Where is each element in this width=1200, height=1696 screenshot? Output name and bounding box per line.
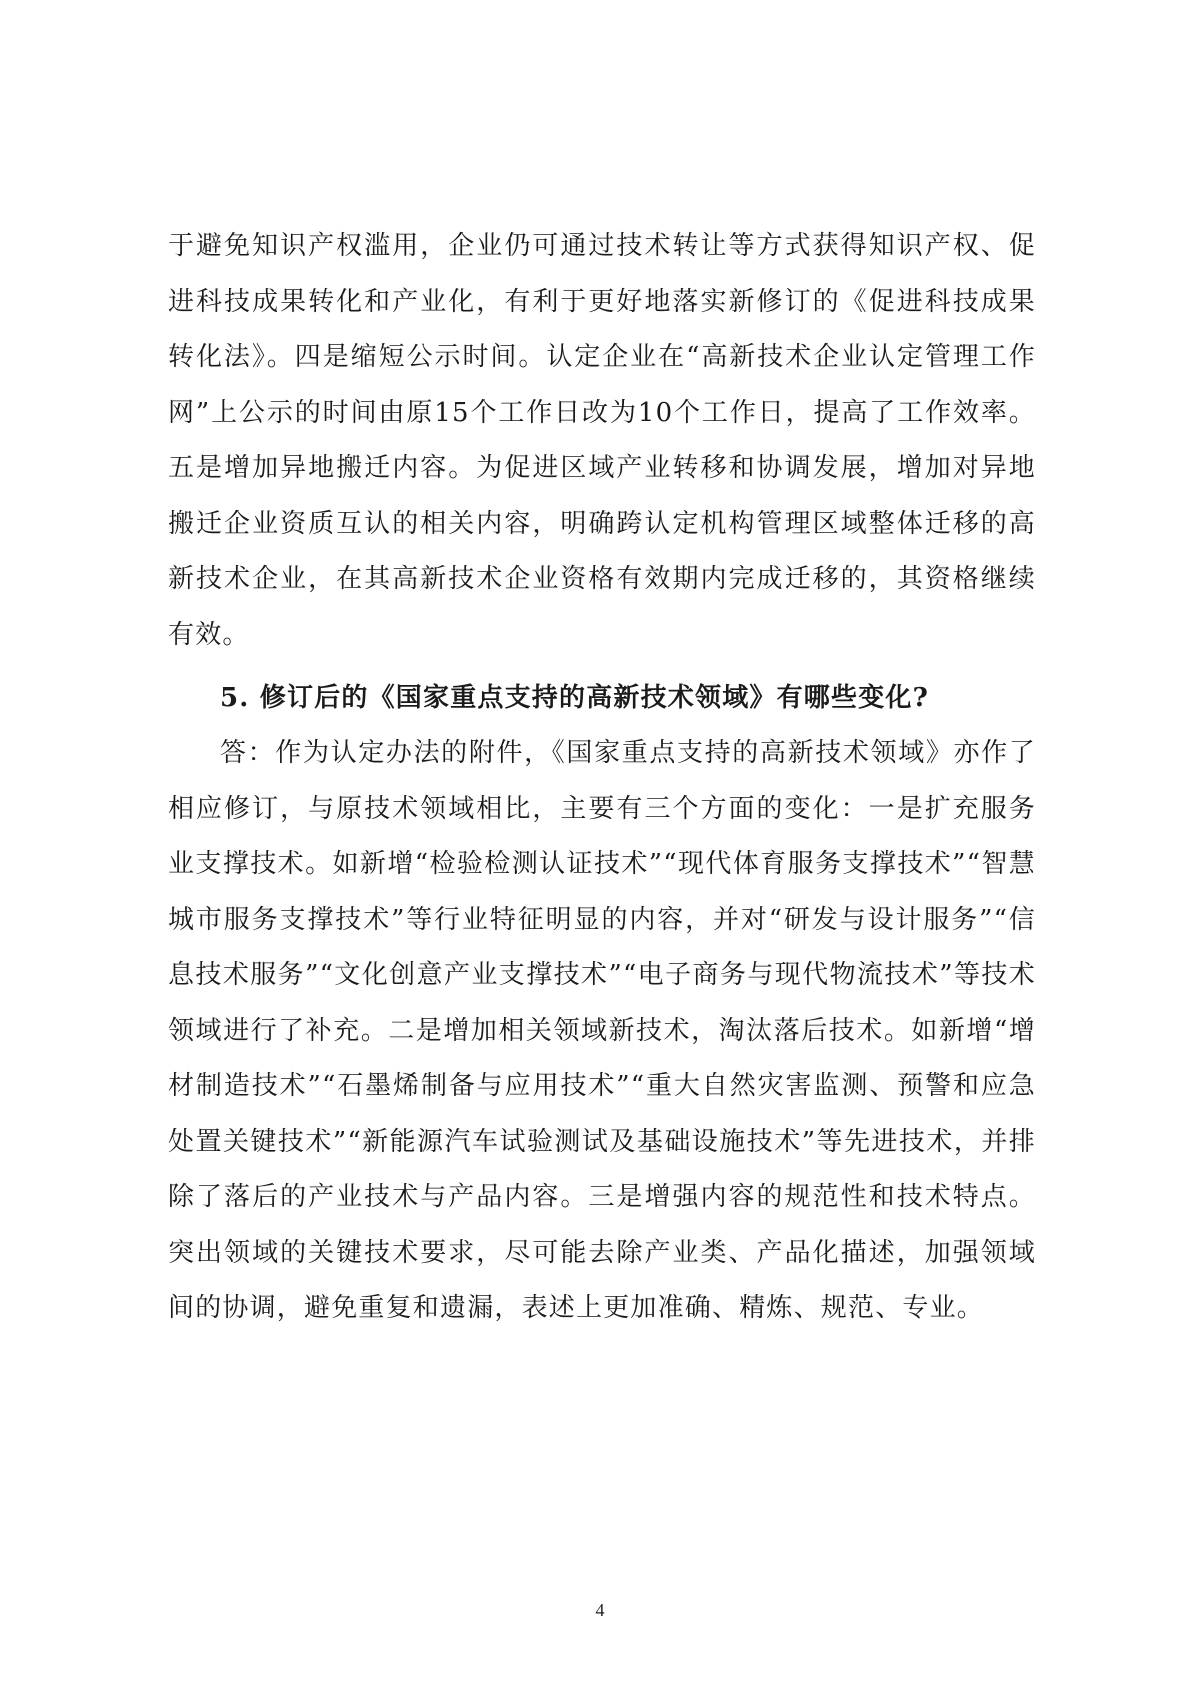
question-heading: 5. 修订后的《国家重点支持的高新技术领域》有哪些变化? bbox=[220, 683, 930, 713]
page-number: 4 bbox=[595, 1600, 605, 1620]
answer-paragraph: 答：作为认定办法的附件，《国家重点支持的高新技术领域》亦作了相应修订，与原技术领域相比，主要有三个方面的变化：一是扩充服务业支撑技术。如新增“检验检测认证技术”“现代体育服务支撑技术”“智慧城市服务支撑技术”等行业特征明显的内容，并对“研发与设计服务”“信息技术服务”“文化创意产业支撑技术”“电子商务与现代物流技术”等技术领域进行了补充。二是增加相关领域新技术，淘汰落后技术。如新增“增材制造技术”“石墨烯制备与应用技术”“重大自然灾害监测、预警和应急处置关键技术”“新能源汽车试验测试及基础设施技术”等先进技术，并排除了落后的产业技术与产品内容。三是增强内容的规范性和技术特点。突出领域的关键技术要求，尽可能去除产业类、产品化描述，加强领域间的协调，避免重复和遗漏，表述上更加准确、精炼、规范、专业。 bbox=[168, 738, 1036, 1323]
body-paragraph-continued: 于避免知识产权滥用，企业仍可通过技术转让等方式获得知识产权、促进科技成果转化和产业化，有利于更好地落实新修订的《促进科技成果转化法》。四是缩短公示时间。认定企业在“高新技术企业认定管理工作网”上公示的时间由原15个工作日改为10个工作日，提高了工作效率。五是增加异地搬迁内容。为促进区域产业转移和协调发展，增加对异地搬迁企业资质互认的相关内容，明确跨认定机构管理区域整体迁移的高新技术企业，在其高新技术企业资格有效期内完成迁移的，其资格继续有效。 bbox=[168, 231, 1036, 650]
